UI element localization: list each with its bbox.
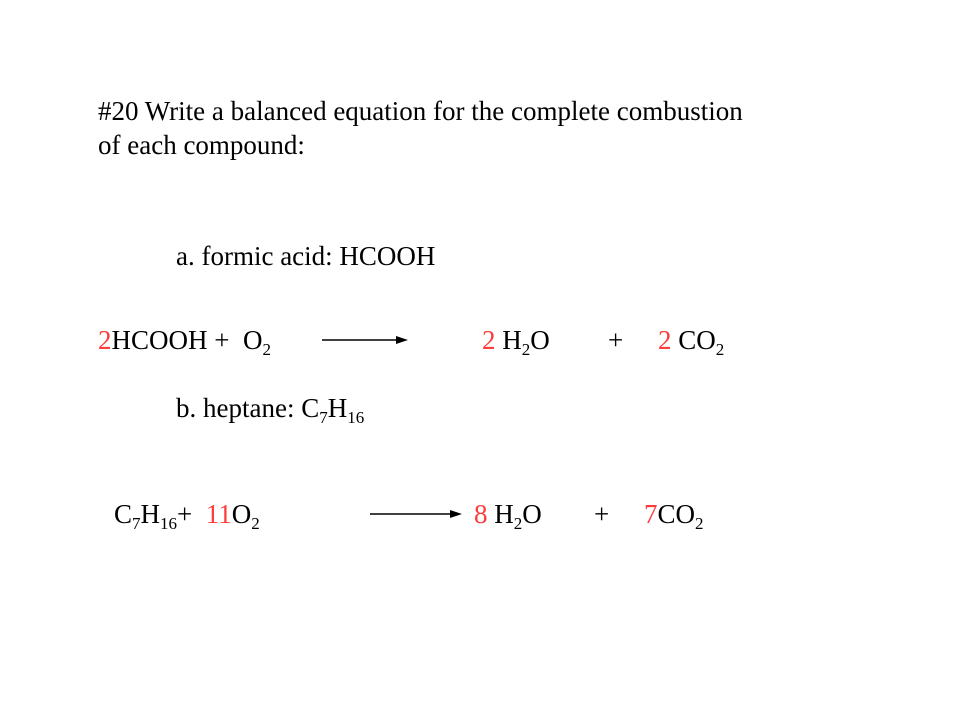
water-h: H bbox=[494, 499, 514, 529]
part-b-label-text: b. heptane: C bbox=[176, 393, 320, 423]
subscript: 2 bbox=[262, 340, 271, 359]
subscript: 7 bbox=[319, 408, 328, 427]
water-o: O bbox=[530, 325, 550, 355]
plus-sign: + bbox=[594, 499, 610, 529]
reaction-arrow bbox=[322, 334, 408, 346]
subscript: 2 bbox=[251, 514, 260, 533]
coefficient-co2: 2 bbox=[658, 325, 672, 355]
water-o: O bbox=[522, 499, 542, 529]
arrow-icon bbox=[370, 508, 462, 520]
coefficient-co2: 7 bbox=[644, 499, 658, 529]
coefficient-water: 8 bbox=[474, 499, 488, 529]
part-b-label-h: H bbox=[327, 393, 348, 423]
part-a-label: a. formic acid: HCOOH bbox=[176, 241, 436, 271]
heptane-h: H bbox=[140, 499, 161, 529]
water-h: H bbox=[502, 325, 522, 355]
heptane-c: C bbox=[114, 499, 133, 529]
oxygen: O bbox=[231, 499, 252, 529]
question-line-1: #20 Write a balanced equation for the complete combustion bbox=[98, 96, 743, 126]
question-line-2: of each compound: bbox=[98, 130, 305, 160]
plus-sign: + bbox=[608, 325, 624, 355]
part-b-reactants bbox=[114, 498, 260, 533]
question-text bbox=[98, 94, 743, 162]
subscript: 2 bbox=[695, 514, 704, 533]
part-b-label bbox=[176, 392, 365, 427]
part-b-co2 bbox=[644, 498, 704, 533]
subscript: 2 bbox=[521, 340, 531, 359]
reactant-formic-acid: HCOOH + bbox=[111, 325, 230, 355]
coefficient: 2 bbox=[98, 325, 112, 355]
part-a-reactants bbox=[98, 324, 271, 359]
part-a-co2 bbox=[658, 324, 725, 359]
reactant-oxygen: O bbox=[242, 325, 263, 355]
co2: CO bbox=[678, 325, 716, 355]
part-a-products bbox=[482, 324, 550, 359]
coefficient-oxygen: 11 bbox=[205, 499, 232, 529]
part-b-products bbox=[474, 498, 542, 533]
plus-sign: + bbox=[177, 499, 193, 529]
arrow-icon bbox=[322, 334, 408, 346]
subscript: 2 bbox=[513, 514, 523, 533]
subscript: 2 bbox=[715, 340, 725, 359]
reaction-arrow bbox=[370, 508, 462, 520]
coefficient-water: 2 bbox=[482, 325, 496, 355]
subscript: 16 bbox=[160, 514, 178, 533]
subscript: 16 bbox=[347, 408, 365, 427]
co2: CO bbox=[657, 499, 696, 529]
subscript: 7 bbox=[132, 514, 141, 533]
